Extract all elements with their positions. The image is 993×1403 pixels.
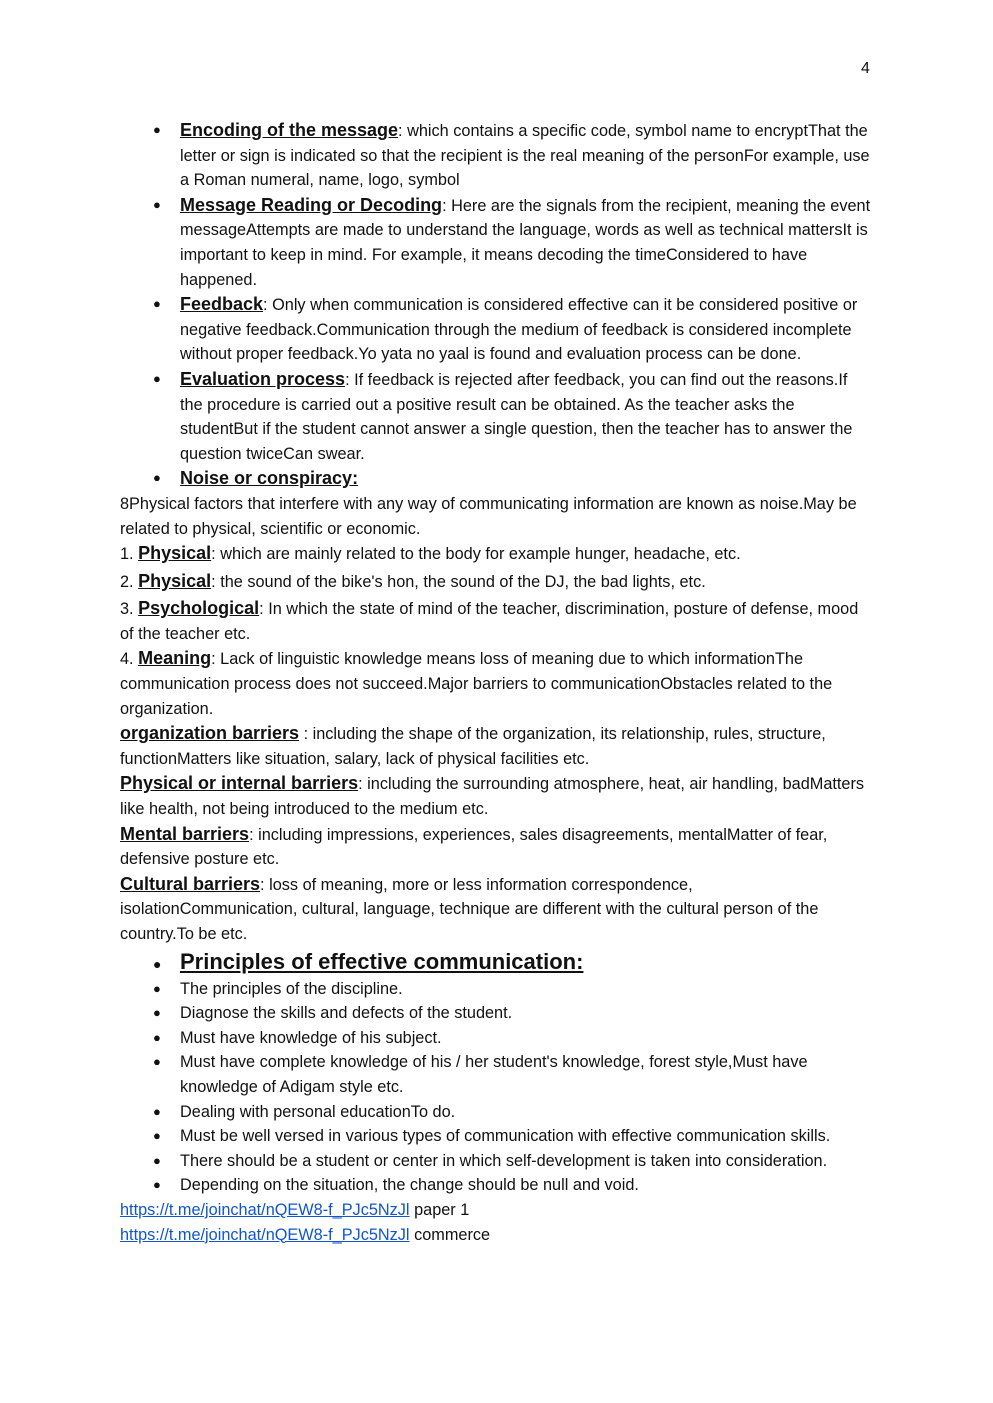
document-body bbox=[120, 118, 872, 1247]
numbered-item: 2. Physical: the sound of the bike's hon, the sound of the DJ, the bad lights, etc. bbox=[120, 570, 706, 591]
term-mental-barriers: Mental barriers bbox=[120, 823, 250, 844]
barrier-paragraph: Cultural barriers: loss of meaning, more or less information correspondence, isolationCommunication, cultural, language, technique are different with the cultural person of the country.To be etc. bbox=[120, 873, 819, 943]
list-item bbox=[120, 466, 872, 492]
list-item: ● Depending on the situation, the change should be null and void. bbox=[120, 1173, 872, 1198]
list-item: ● Dealing with personal educationTo do. bbox=[120, 1100, 872, 1125]
term-noise: Noise or conspiracy: bbox=[180, 468, 359, 489]
numbered-item: 3. Psychological: In which the state of mind of the teacher, discrimination, posture of defense, mood of the teacher etc. bbox=[120, 598, 859, 643]
principles-list bbox=[120, 947, 872, 1198]
principles-heading-item bbox=[120, 947, 872, 977]
list-item: ● Encoding of the message: which contains a specific code, symbol name to encryptThat the letter or sign is indicated so that the recipient is the real meaning of the personFor example, use a Roman numeral, name, logo, symbol bbox=[120, 118, 872, 193]
telegram-link[interactable]: https://t.me/joinchat/nQEW8-f_PJc5NzJl bbox=[120, 1200, 410, 1219]
list-item: ● Feedback: Only when communication is considered effective can it be considered positive or negative feedback.Communication through the medium of feedback is considered incomplete without proper feedback.Yo yata no yaal is found and evaluation process can be done. bbox=[120, 292, 872, 367]
term-physical-barriers: Physical or internal barriers bbox=[120, 773, 359, 794]
list-item: ● Message Reading or Decoding: Here are the signals from the recipient, meaning the event messageAttempts are made to understand the language, words as well as technical mattersIt is important to keep in mind. For example, it means decoding the timeConsidered to have happened. bbox=[120, 193, 872, 292]
term-encoding: Encoding of the message bbox=[180, 120, 399, 140]
list-item: ● Evaluation process: If feedback is rejected after feedback, you can find out the reasons.If the procedure is carried out a positive result can be obtained. As the teacher asks the studentBut if the student cannot answer a single question, then the teacher has to answer the question twiceCan swear. bbox=[120, 367, 872, 466]
list-item: ● Must have complete knowledge of his / her student's knowledge, forest style,Must have knowledge of Adigam style etc. bbox=[120, 1050, 872, 1099]
link-line: https://t.me/joinchat/nQEW8-f_PJc5NzJl commerce bbox=[120, 1225, 491, 1244]
list-item: ● The principles of the discipline. bbox=[120, 977, 872, 1002]
barrier-paragraph: organization barriers : including the shape of the organization, its relationship, rules, structure, functionMatters like situation, salary, lack of physical facilities etc. bbox=[120, 723, 826, 768]
term-evaluation: Evaluation process bbox=[180, 368, 346, 389]
list-item: ● There should be a student or center in which self-development is taken into consideration. bbox=[120, 1149, 872, 1174]
numbered-item: 1. Physical: which are mainly related to the body for example hunger, headache, etc. bbox=[120, 543, 741, 564]
telegram-link[interactable]: https://t.me/joinchat/nQEW8-f_PJc5NzJl bbox=[120, 1225, 410, 1244]
term-organization-barriers: organization barriers bbox=[120, 723, 300, 744]
list-item: ● Diagnose the skills and defects of the student. bbox=[120, 1001, 872, 1026]
list-item: ● Must be well versed in various types of communication with effective communication skills. bbox=[120, 1124, 872, 1149]
numbered-item: 4. Meaning: Lack of linguistic knowledge means loss of meaning due to which informationThe communication process does not succeed.Major barriers to communicationObstacles related to the organization. bbox=[120, 648, 833, 718]
link-line: https://t.me/joinchat/nQEW8-f_PJc5NzJl paper 1 bbox=[120, 1200, 470, 1219]
list-item: ● Must have knowledge of his subject. bbox=[120, 1026, 872, 1051]
term-cultural-barriers: Cultural barriers bbox=[120, 873, 261, 894]
term-decoding: Message Reading or Decoding bbox=[180, 194, 443, 215]
barrier-paragraph: Physical or internal barriers: including the surrounding atmosphere, heat, air handling, badMatters like health, not being introduced to the medium etc. bbox=[120, 773, 865, 819]
communication-elements-list bbox=[120, 118, 872, 492]
principles-heading: Principles of effective communication: bbox=[180, 948, 584, 974]
page-number: 4 bbox=[861, 60, 870, 77]
term-feedback: Feedback bbox=[180, 294, 264, 315]
noise-intro: 8Physical factors that interfere with any way of communicating information are known as noise.May be related to physical, scientific or economic. bbox=[120, 494, 857, 538]
barrier-paragraph: Mental barriers: including impressions, experiences, sales disagreements, mentalMatter of fear, defensive posture etc. bbox=[120, 823, 828, 869]
